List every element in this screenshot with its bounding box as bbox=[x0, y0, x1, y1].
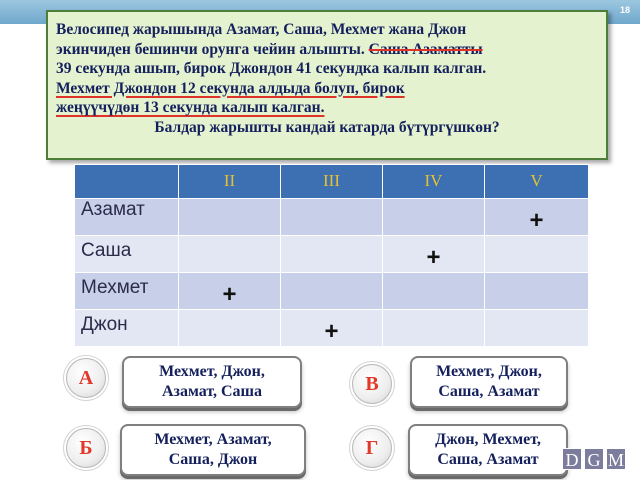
header-cell: II bbox=[179, 165, 281, 199]
dgm-logo bbox=[562, 448, 626, 470]
mark-cell bbox=[383, 199, 485, 236]
mark-cell: + bbox=[281, 310, 383, 347]
mark-cell: + bbox=[179, 273, 281, 310]
option-g-line-1: Джон, Мехмет, bbox=[435, 431, 541, 448]
header-cell: IV bbox=[383, 165, 485, 199]
option-a-line-1: Мехмет, Джон, bbox=[159, 363, 265, 380]
question-line-3: 39 секунда ашып, бирок Джондон 41 секундка калып калган. bbox=[56, 60, 487, 77]
question-line-2-text: экинчиден бешинчи орунга чейин алышты. bbox=[56, 40, 369, 58]
header-cell bbox=[75, 165, 179, 199]
mark-cell bbox=[485, 273, 589, 310]
option-g-marker[interactable]: Г bbox=[352, 428, 392, 468]
option-b-line-2: Саша, Джон bbox=[168, 451, 258, 468]
table-row bbox=[75, 236, 589, 273]
question-line-2 bbox=[56, 40, 598, 60]
answer-table bbox=[74, 164, 589, 347]
option-b-button[interactable] bbox=[120, 424, 306, 476]
table-row bbox=[75, 199, 589, 236]
question-prompt: Балдар жарышты кандай катарда бүтүргүшкөн? bbox=[154, 118, 500, 136]
row-name: Азамат bbox=[75, 199, 179, 236]
option-a-button[interactable] bbox=[122, 356, 302, 408]
header-cell: III bbox=[281, 165, 383, 199]
option-a-line-2: Азамат, Саша bbox=[161, 383, 263, 400]
option-v-text bbox=[436, 362, 542, 402]
option-g-button[interactable] bbox=[408, 424, 568, 476]
question-line-4: Мехмет Джондон 12 секунда алдыда болуп, бирок bbox=[56, 79, 405, 97]
option-a-marker[interactable]: А bbox=[66, 358, 106, 398]
option-g-text bbox=[435, 430, 541, 470]
logo-letter: M bbox=[607, 450, 624, 470]
slide-number: 18 bbox=[619, 5, 630, 15]
option-a-text bbox=[159, 362, 265, 402]
mark-cell bbox=[179, 199, 281, 236]
option-v-line-2: Саша, Азамат bbox=[438, 383, 540, 400]
mark-cell bbox=[179, 236, 281, 273]
mark-cell bbox=[281, 273, 383, 310]
mark-cell bbox=[485, 236, 589, 273]
row-name: Мехмет bbox=[75, 273, 179, 310]
option-v-marker[interactable]: В bbox=[352, 364, 392, 404]
option-g-line-2: Саша, Азамат bbox=[437, 451, 539, 468]
mark-cell bbox=[383, 273, 485, 310]
mark-cell bbox=[281, 199, 383, 236]
question-box bbox=[46, 10, 608, 160]
question-line-5: жеңүүчүдөн 13 секунда калып калган. bbox=[56, 99, 325, 116]
logo-letter: G bbox=[584, 448, 604, 470]
table-header-row bbox=[75, 165, 589, 199]
mark-cell bbox=[383, 310, 485, 347]
table-row bbox=[75, 273, 589, 310]
option-v-line-1: Мехмет, Джон, bbox=[436, 363, 542, 380]
logo-letter: D bbox=[562, 448, 582, 470]
option-b-marker[interactable]: Б bbox=[66, 428, 106, 468]
option-b-line-1: Мехмет, Азамат, bbox=[154, 431, 272, 448]
mark-cell: + bbox=[383, 236, 485, 273]
header-cell: V bbox=[485, 165, 589, 199]
row-name: Саша bbox=[75, 236, 179, 273]
struck-text: Саша Азаматты bbox=[368, 40, 483, 58]
table-row bbox=[75, 310, 589, 347]
row-name: Джон bbox=[75, 310, 179, 347]
option-v-button[interactable] bbox=[410, 356, 568, 408]
mark-cell bbox=[485, 310, 589, 347]
mark-cell bbox=[179, 310, 281, 347]
mark-cell bbox=[281, 236, 383, 273]
option-b-text bbox=[154, 430, 271, 470]
mark-cell: + bbox=[485, 199, 589, 236]
question-line-1: Велосипед жарышында Азамат, Саша, Мехмет жана Джон bbox=[56, 21, 467, 38]
